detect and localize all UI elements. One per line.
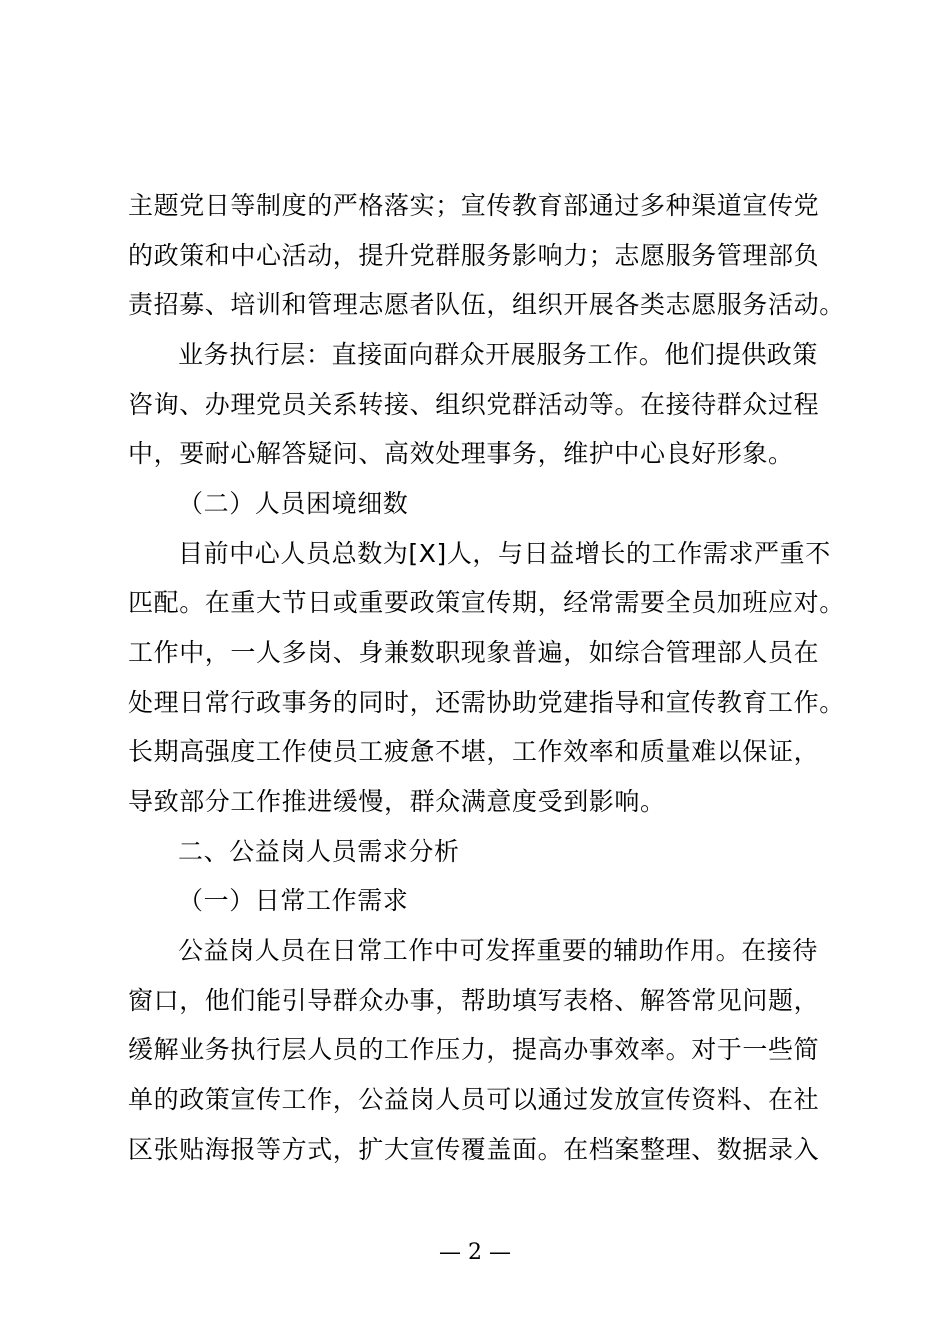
paragraph-line: 区张贴海报等方式，扩大宣传覆盖面。在档案整理、数据录入 xyxy=(128,1135,820,1164)
paragraph-line: 公益岗人员在日常工作中可发挥重要的辅助作用。在接待 xyxy=(178,936,819,965)
paragraph-line: 中，要耐心解答疑问、高效处理事务，维护中心良好形象。 xyxy=(128,439,794,468)
paragraph-line: 缓解业务执行层人员的工作压力，提高办事效率。对于一些简 xyxy=(128,1035,820,1064)
section-heading: （二）人员困境细数 xyxy=(178,489,409,518)
paragraph-line: 工作中，一人多岗、身兼数职现象普遍，如综合管理部人员在 xyxy=(128,638,820,667)
paragraph-line: 单的政策宣传工作，公益岗人员可以通过发放宣传资料、在社 xyxy=(128,1085,820,1114)
paragraph-line: 长期高强度工作使员工疲惫不堪，工作效率和质量难以保证， xyxy=(128,737,820,766)
chapter-heading: 二、公益岗人员需求分析 xyxy=(178,837,460,866)
paragraph-line: 业务执行层：直接面向群众开展服务工作。他们提供政策 xyxy=(178,340,819,369)
paragraph-line: 导致部分工作推进缓慢，群众满意度受到影响。 xyxy=(128,787,666,816)
paragraph-line: 窗口，他们能引导群众办事，帮助填写表格、解答常见问题， xyxy=(128,986,820,1015)
paragraph-line: 主题党日等制度的严格落实；宣传教育部通过多种渠道宣传党 xyxy=(128,191,820,220)
section-heading: （一）日常工作需求 xyxy=(178,886,409,915)
paragraph-line: 责招募、培训和管理志愿者队伍，组织开展各类志愿服务活动。 xyxy=(128,290,845,319)
paragraph-line: 的政策和中心活动，提升党群服务影响力；志愿服务管理部负 xyxy=(128,241,820,270)
paragraph-line: 咨询、办理党员关系转接、组织党群活动等。在接待群众过程 xyxy=(128,390,820,419)
paragraph-line: 处理日常行政事务的同时，还需协助党建指导和宣传教育工作。 xyxy=(128,688,845,717)
page-number: — 2 — xyxy=(439,1240,511,1265)
paragraph-line: 匹配。在重大节日或重要政策宣传期，经常需要全员加班应对。 xyxy=(128,588,845,617)
paragraph-line: 目前中心人员总数为[X]人，与日益增长的工作需求严重不 xyxy=(178,539,831,568)
